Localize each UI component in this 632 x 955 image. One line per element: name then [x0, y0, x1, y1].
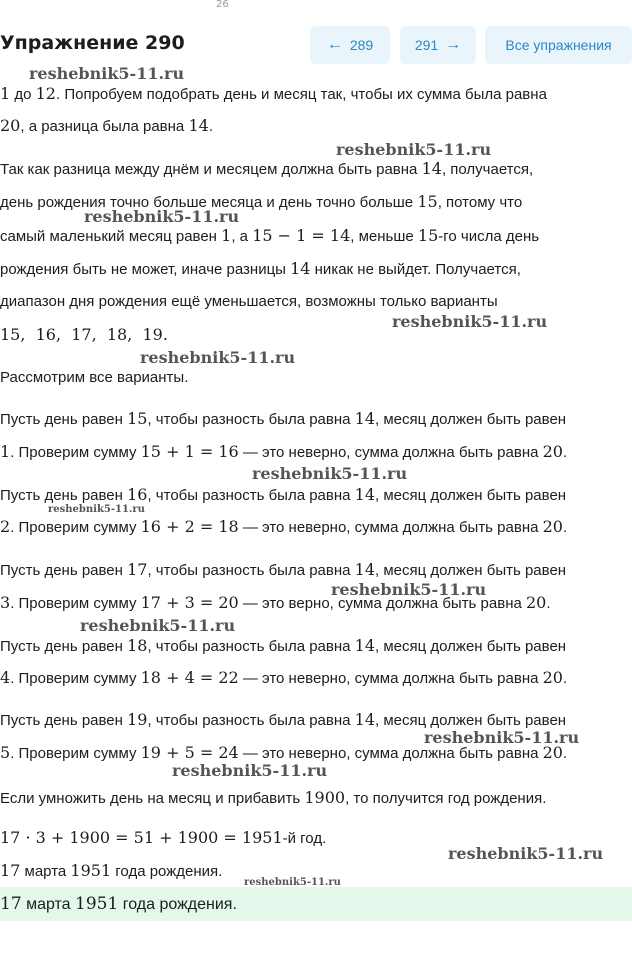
next-exercise-label: 291	[414, 37, 439, 53]
prev-exercise-label: 289	[349, 37, 374, 53]
solution-line: день рождения точно больше месяца и день точно больше 15, потому что	[0, 192, 523, 211]
watermark: reshebnik5-11.ru	[84, 207, 240, 226]
page-number-fragment: 26	[216, 0, 229, 10]
solution-line: 20, а разница была равна 14.	[0, 116, 213, 135]
solution-line: Пусть день равен 16, чтобы разность была равна 14, месяц должен быть равен	[0, 485, 567, 504]
watermark: reshebnik5-11.ru	[252, 464, 408, 483]
solution-line: 17 марта 1951 года рождения.	[0, 861, 223, 880]
all-exercises-button[interactable]	[485, 26, 632, 64]
watermark: reshebnik5-11.ru	[140, 348, 296, 367]
exercise-header	[0, 24, 632, 66]
watermark: reshebnik5-11.ru	[392, 312, 548, 331]
solution-line: Пусть день равен 18, чтобы разность была равна 14, месяц должен быть равен	[0, 636, 567, 655]
solution-line: 15, 16, 17, 18, 19.	[0, 325, 168, 344]
solution-line: 4. Проверим сумму 18 + 4 = 22 — это неверно, сумма должна быть равна 20.	[0, 668, 568, 687]
solution-line: 3. Проверим сумму 17 + 3 = 20 — это верно, сумма должна быть равна 20.	[0, 593, 551, 612]
prev-exercise-button[interactable]	[310, 26, 390, 64]
solution-line: Пусть день равен 15, чтобы разность была равна 14, месяц должен быть равен	[0, 409, 567, 428]
watermark: reshebnik5-11.ru	[80, 616, 236, 635]
watermark: reshebnik5-11.ru	[244, 877, 341, 888]
arrow-left-icon: ←	[326, 36, 343, 53]
solution-line: Пусть день равен 17, чтобы разность была равна 14, месяц должен быть равен	[0, 560, 567, 579]
watermark: reshebnik5-11.ru	[29, 64, 185, 83]
solution-line: 5. Проверим сумму 19 + 5 = 24 — это неверно, сумма должна быть равна 20.	[0, 743, 568, 762]
watermark: reshebnik5-11.ru	[172, 761, 328, 780]
watermark: reshebnik5-11.ru	[331, 580, 487, 599]
solution-line: 1. Проверим сумму 15 + 1 = 16 — это неверно, сумма должна быть равна 20.	[0, 442, 568, 461]
solution-line: самый маленький месяц равен 1, а 15 − 1 = 14, меньше 15-го числа день	[0, 226, 540, 245]
solution-line: 2. Проверим сумму 16 + 2 = 18 — это неверно, сумма должна быть равна 20.	[0, 517, 568, 536]
page-title: Упражнение 290	[0, 32, 185, 54]
solution-line: Так как разница между днём и месяцем должна быть равна 14, получается,	[0, 159, 534, 178]
solution-line: диапазон дня рождения ещё уменьшается, возможны только варианты	[0, 293, 498, 310]
all-exercises-label: Все упражнения	[505, 37, 612, 53]
watermark: reshebnik5-11.ru	[448, 844, 604, 863]
solution-line: 1 до 12. Попробуем подобрать день и месяц так, чтобы их сумма была равна	[0, 84, 547, 103]
answer-box: 17 марта 1951 года рождения.	[0, 887, 632, 921]
watermark: reshebnik5-11.ru	[424, 728, 580, 747]
arrow-right-icon: →	[445, 36, 462, 53]
watermark: reshebnik5-11.ru	[336, 140, 492, 159]
watermark: reshebnik5-11.ru	[48, 504, 145, 515]
solution-line: Рассмотрим все варианты.	[0, 369, 189, 386]
solution-line: Если умножить день на месяц и прибавить 1900, то получится год рождения.	[0, 788, 547, 807]
solution-line: рождения быть не может, иначе разницы 14 никак не выйдет. Получается,	[0, 259, 521, 278]
next-exercise-button[interactable]	[400, 26, 476, 64]
solution-line: 17 · 3 + 1900 = 51 + 1900 = 1951-й год.	[0, 828, 327, 847]
solution-line: Пусть день равен 19, чтобы разность была равна 14, месяц должен быть равен	[0, 710, 567, 729]
